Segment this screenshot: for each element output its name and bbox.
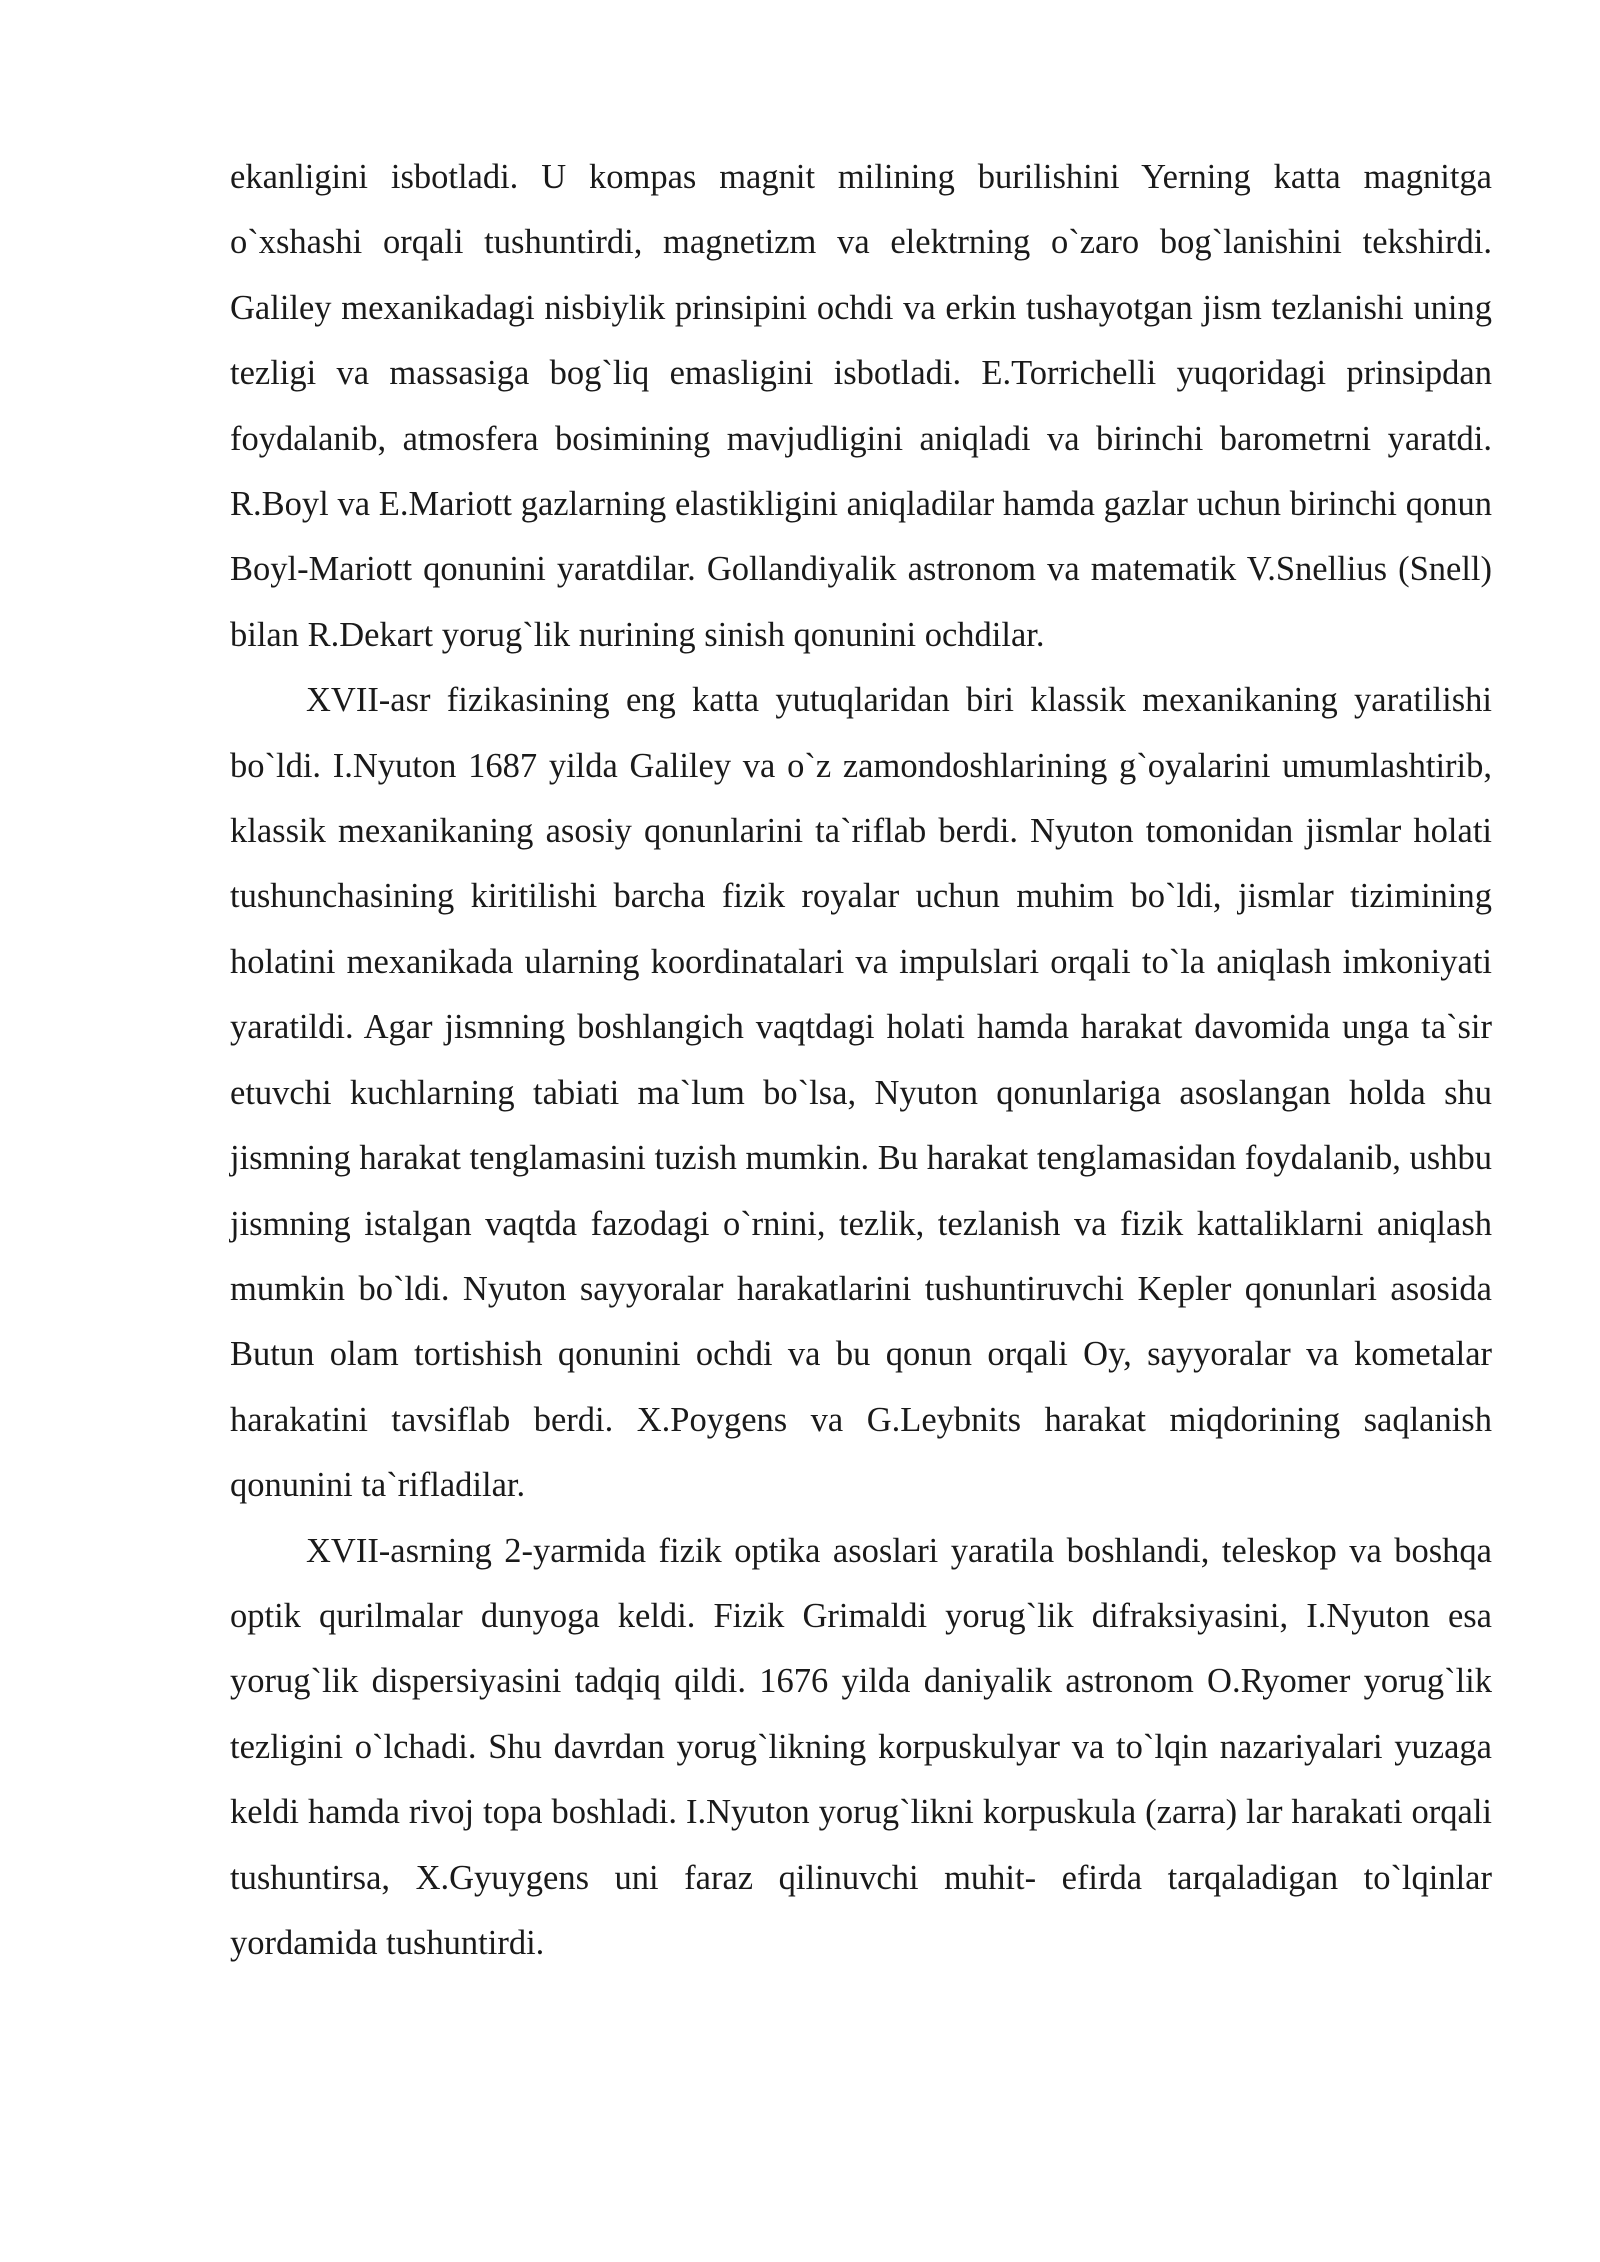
paragraph-classical-mechanics: XVII-asr fizikasining eng katta yutuqlaridan biri klassik mexanikaning yaratilishi bo`ldi. I.Nyuton 1687 yilda Galiley va o`z zamondoshlarining g`oyalarini umumlashtirib, klassik mexanikaning asosiy qonunlarini ta`riflab berdi. Nyuton tomonidan jismlar holati tushunchasining kiritilishi barcha fizik royalar uchun muhim bo`ldi, jismlar tizimining holatini mexanikada ularning koordinatalari va impulslari orqali to`la aniqlash imkoniyati yaratildi. Agar jismning boshlangich vaqtdagi holati hamda harakat davomida unga ta`sir etuvchi kuchlarning tabiati ma`lum bo`lsa, Nyuton qonunlariga asoslangan holda shu jismning harakat tenglamasini tuzish mumkin. Bu harakat tenglamasidan foydalanib, ushbu jismning istalgan vaqtda fazodagi o`rnini, tezlik, tezlanish va fizik kattaliklarni aniqlash mumkin bo`ldi. Nyuton sayyoralar harakatlarini tushuntiruvchi Kepler qonunlari asosida Butun olam tortishish qonunini ochdi va bu qonun orqali Oy, sayyoralar va kometalar harakatini tavsiflab berdi. X.Poygens va G.Leybnits harakat miqdorining saqlanish qonunini ta`rifladilar.: [230, 681, 1492, 1505]
paragraph-physical-optics: XVII-asrning 2-yarmida fizik optika asoslari yaratila boshlandi, teleskop va boshqa optik qurilmalar dunyoga keldi. Fizik Grimaldi yorug`lik difraksiyasini, I.Nyuton esa yorug`lik dispersiyasini tadqiq qildi. 1676 yilda daniyalik astronom O.Ryomer yorug`lik tezligini o`lchadi. Shu davrdan yorug`likning korpuskulyar va to`lqin nazariyalari yuzaga keldi hamda rivoj topa boshladi. I.Nyuton yorug`likni korpuskula (zarra) lar harakati orqali tushuntirsa, X.Gyuygens uni faraz qilinuvchi muhit- efirda tarqaladigan to`lqinlar yordamida tushuntirdi.: [230, 1531, 1492, 1962]
paragraph-continuation: ekanligini isbotladi. U kompas magnit milining burilishini Yerning katta magnitga o`xshashi orqali tushuntirdi, magnetizm va elektrning o`zaro bog`lanishini tekshirdi. Galiley mexanikadagi nisbiylik prinsipini ochdi va erkin tushayotgan jism tezlanishi uning tezligi va massasiga bog`liq emasligini isbotladi. E.Torrichelli yuqoridagi prinsipdan foydalanib, atmosfera bosimining mavjudligini aniqladi va birinchi barometrni yaratdi. R.Boyl va E.Mariott gazlarning elastikligini aniqladilar hamda gazlar uchun birinchi qonun Boyl-Mariott qonunini yaratdilar. Gollandiyalik astronom va matematik V.Snellius (Snell) bilan R.Dekart yorug`lik nurining sinish qonunini ochdilar.: [230, 158, 1492, 654]
document-page: [230, 145, 1492, 1976]
